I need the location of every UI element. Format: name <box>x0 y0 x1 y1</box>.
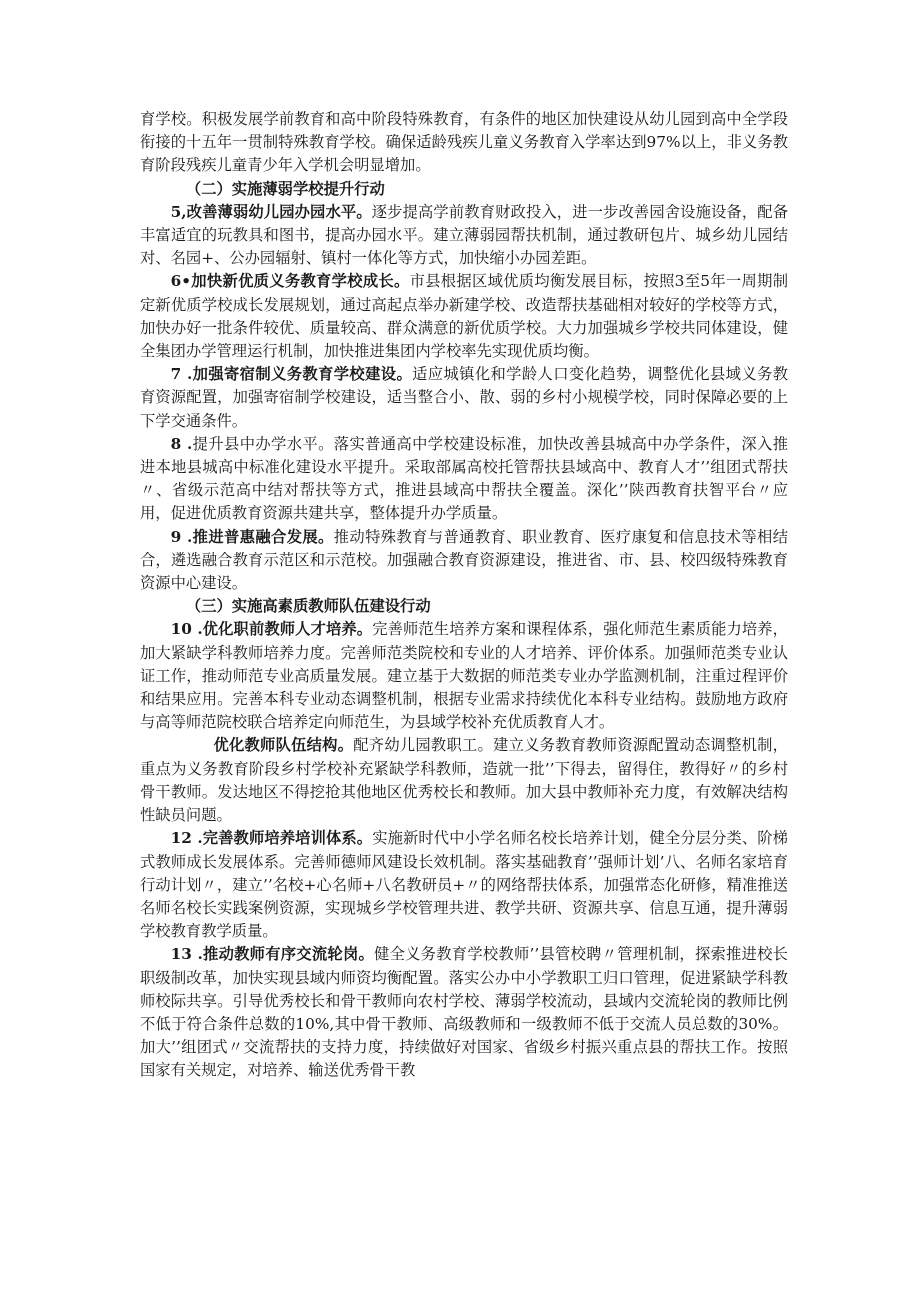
section-heading-2: （二）实施薄弱学校提升行动 <box>185 179 385 198</box>
paragraph-item-10: 10 .优化职前教师人才培养。完善师范生培养方案和课程体系，强化师范生素质能力培养，加大紧缺学科教师培养力度。完善师范类院校和专业的人才培养、评价体系。加强师范类专业认证工作，推动师范专业高质量发展。建立基于大数据的师范类专业办学监测机制，注重过程评价和结果应用。完善本科专业动态调整机制，根据专业需求持续优化本科专业结构。鼓励地方政府与高等师范院校联合培养定向师范生，为县域学校补充优质教育人才。 <box>140 620 788 732</box>
section-heading-3: （三）实施高素质教师队伍建设行动 <box>185 597 431 616</box>
paragraph-item-8: 8 .提升县中办学水平。落实普通高中学校建设标准，加快改善县城高中办学条件，深入推进本地县城高中标准化建设水平提升。采取部属高校托管帮扶县域高中、教育人才’’组团式帮扶〃、省级示范高中结对帮扶等方式，推进县域高中帮扶全覆盖。深化’’陕西教育扶智平台〃应用，促进优质教育资源共建共享，整体提升办学质量。 <box>140 434 788 523</box>
paragraph-item-9: 9 .推进普惠融合发展。推动特殊教育与普通教育、职业教育、医疗康复和信息技术等相结合，遴选融合教育示范区和示范校。加强融合教育资源建设，推进省、市、县、校四级特殊教育资源中心建设。 <box>140 527 788 593</box>
paragraph-item-5: 5,改善薄弱幼儿园办园水平。逐步提高学前教育财政投入，进一步改善园舍设施设备，配备丰富适宜的玩教具和图书，提高办园水平。建立薄弱园帮扶机制，通过教研包片、城乡幼儿园结对、名园+、公办园辐射、镇村一体化等方式，加快缩小办园差距。 <box>140 202 788 268</box>
document-page <box>140 108 788 1083</box>
paragraph-item-6: 6•加快新优质义务教育学校成长。市县根据区域优质均衡发展目标，按照3至5年一周期制定新优质学校成长发展规划，通过高起点举办新建学校、改造帮扶基础相对较好的学校等方式，加快办好一批条件较优、质量较高、群众满意的新优质学校。大力加强城乡学校共同体建设，健全集团办学管理运行机制，加快推进集团内学校率先实现优质均衡。 <box>140 272 788 361</box>
paragraph-item-13: 13 .推动教师有序交流轮岗。健全义务教育学校教师’’县管校聘〃管理机制，探索推进校长职级制改革，加快实现县域内师资均衡配置。落实公办中小学教职工归口管理，促进紧缺学科教师校际共享。引导优秀校长和骨干教师向农村学校、薄弱学校流动，县域内交流轮岗的教师比例不低于符合条件总数的10%,其中骨干教师、高级教师和一级教师不低于交流人员总数的30%。加大’’组团式〃交流帮扶的支持力度，持续做好对国家、省级乡村振兴重点县的帮扶工作。按照国家有关规定，对培养、输送优秀骨干教 <box>140 945 788 1080</box>
paragraph-item-11: 优化教师队伍结构。配齐幼儿园教职工。建立义务教育教师资源配置动态调整机制，重点为义务教育阶段乡村学校补充紧缺学科教师，造就一批’’下得去，留得住，教得好〃的乡村骨干教师。发达地区不得挖抢其他地区优秀校长和教师。加大县中教师补充力度，有效解决结构性缺员问题。 <box>140 736 788 825</box>
paragraph-continuation: 育学校。积极发展学前教育和高中阶段特殊教育，有条件的地区加快建设从幼儿园到高中全学段衔接的十五年一贯制特殊教育学校。确保适龄残疾儿童义务教育入学率达到97%以上，非义务教育阶段残疾儿童青少年入学机会明显增加。 <box>140 110 788 175</box>
paragraph-item-7: 7 .加强寄宿制义务教育学校建设。适应城镇化和学龄人口变化趋势，调整优化县域义务教育资源配置，加强寄宿制学校建设，适当整合小、散、弱的乡村小规模学校，同时保障必要的上下学交通条件。 <box>140 365 788 430</box>
paragraph-item-12: 12 .完善教师培养培训体系。实施新时代中小学名师名校长培养计划，健全分层分类、阶梯式教师成长发展体系。完善师德师风建设长效机制。落实基础教育’’强师计划’八、名师名家培育行动计划〃，建立’’名校+心名师+八名教研员+〃的网络帮扶体系，加强常态化研修，精准推送名师名校长实践案例资源，实现城乡学校管理共进、教学共研、资源共享、信息互通，提升薄弱学校教育教学质量。 <box>140 829 788 941</box>
